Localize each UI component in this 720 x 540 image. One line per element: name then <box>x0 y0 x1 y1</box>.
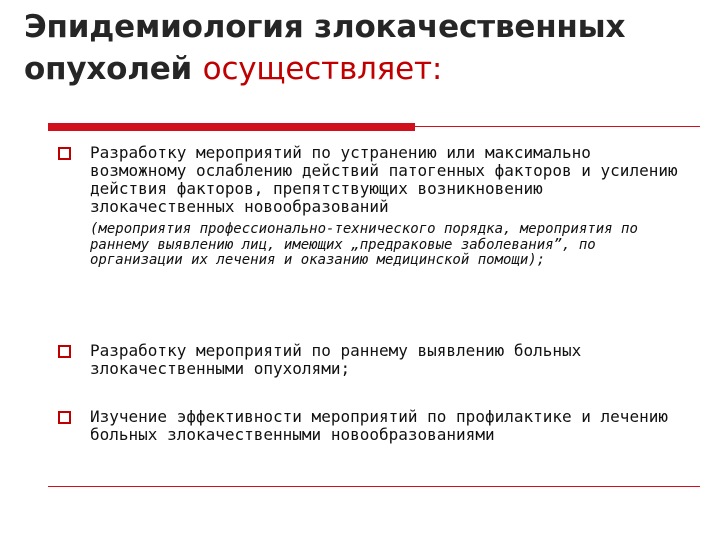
bullet-note-1: (мероприятия профессионально-технического порядка, мероприятия по раннему выявлению лиц, имеющих „предраковые заболевания”, по организации их лечения и оказанию медицинской помощи); <box>90 221 638 268</box>
title-divider <box>48 123 700 131</box>
bottom-divider <box>48 486 700 487</box>
bullet-text-3: Изучение эффективности мероприятий по профилактике и лечению больных злокачественными новообразованиями <box>90 407 668 444</box>
slide-title-main: Эпидемиология злокачественных опухолей <box>24 9 626 87</box>
slide-title <box>24 6 714 90</box>
square-bullet-icon <box>58 345 71 358</box>
bullet-text-1 <box>90 144 690 269</box>
bullet-main-text-1: Разработку мероприятий по устранению или максимально возможному ослаблению действий патогенных факторов и усилению действия факторов, препятствующих возникновению злокачественных новообразований <box>90 143 678 216</box>
title-divider-thin-segment <box>415 126 700 127</box>
slide-title-accent: осуществляет: <box>202 51 443 87</box>
title-divider-thick-segment <box>48 123 415 131</box>
bullet-text-2: Разработку мероприятий по раннему выявлению больных злокачественными опухолями; <box>90 341 582 378</box>
square-bullet-icon <box>58 411 71 424</box>
square-bullet-icon <box>58 147 71 160</box>
